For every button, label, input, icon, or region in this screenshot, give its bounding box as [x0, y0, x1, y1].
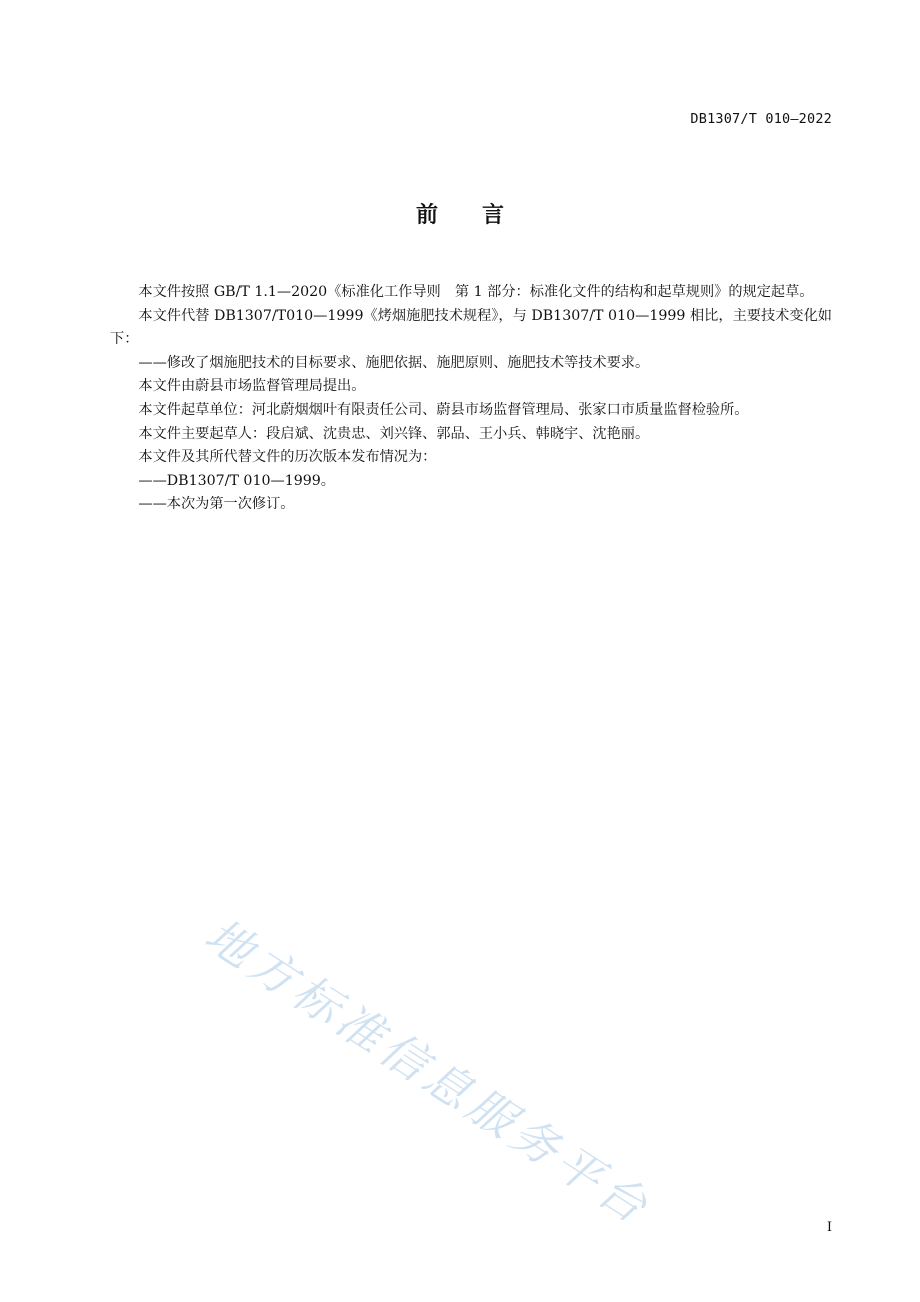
paragraph-proposer: 本文件由蔚县市场监督管理局提出。 — [138, 378, 366, 395]
paragraph-previous-version: ——DB1307/T 010—1999。 — [138, 472, 335, 489]
document-code: DB1307/T 010—2022 — [690, 111, 832, 127]
paragraph-drafting-units: 本文件起草单位：河北蔚烟烟叶有限责任公司、蔚县市场监督管理局、张家口市质量监督检验所。 — [138, 401, 749, 418]
foreword-body — [110, 281, 832, 517]
watermark: 地方标准信息服务平台 — [195, 907, 662, 1237]
paragraph-version-history: 本文件及其所代替文件的历次版本发布情况为： — [138, 449, 437, 466]
paragraph-drafting-rules: 本文件按照 GB/T 1.1—2020《标准化工作导则 第 1 部分：标准化文件的结构和起草规则》的规定起草。 — [138, 284, 814, 300]
paragraph-drafters: 本文件主要起草人：段启斌、沈贵忠、刘兴锋、郭品、王小兵、韩晓宇、沈艳丽。 — [138, 425, 650, 442]
page-number: I — [826, 1220, 832, 1235]
paragraph-revision-note: ——本次为第一次修订。 — [138, 496, 295, 513]
page-title: 前 言 — [415, 203, 504, 228]
paragraph-change-item: ——修改了烟施肥技术的目标要求、施肥依据、施肥原则、施肥技术等技术要求。 — [138, 354, 650, 371]
paragraph-replacement: 本文件代替 DB1307/T010—1999《烤烟施肥技术规程》，与 DB1307/T 010—1999 相比，主要技术变化如下： — [110, 307, 832, 348]
